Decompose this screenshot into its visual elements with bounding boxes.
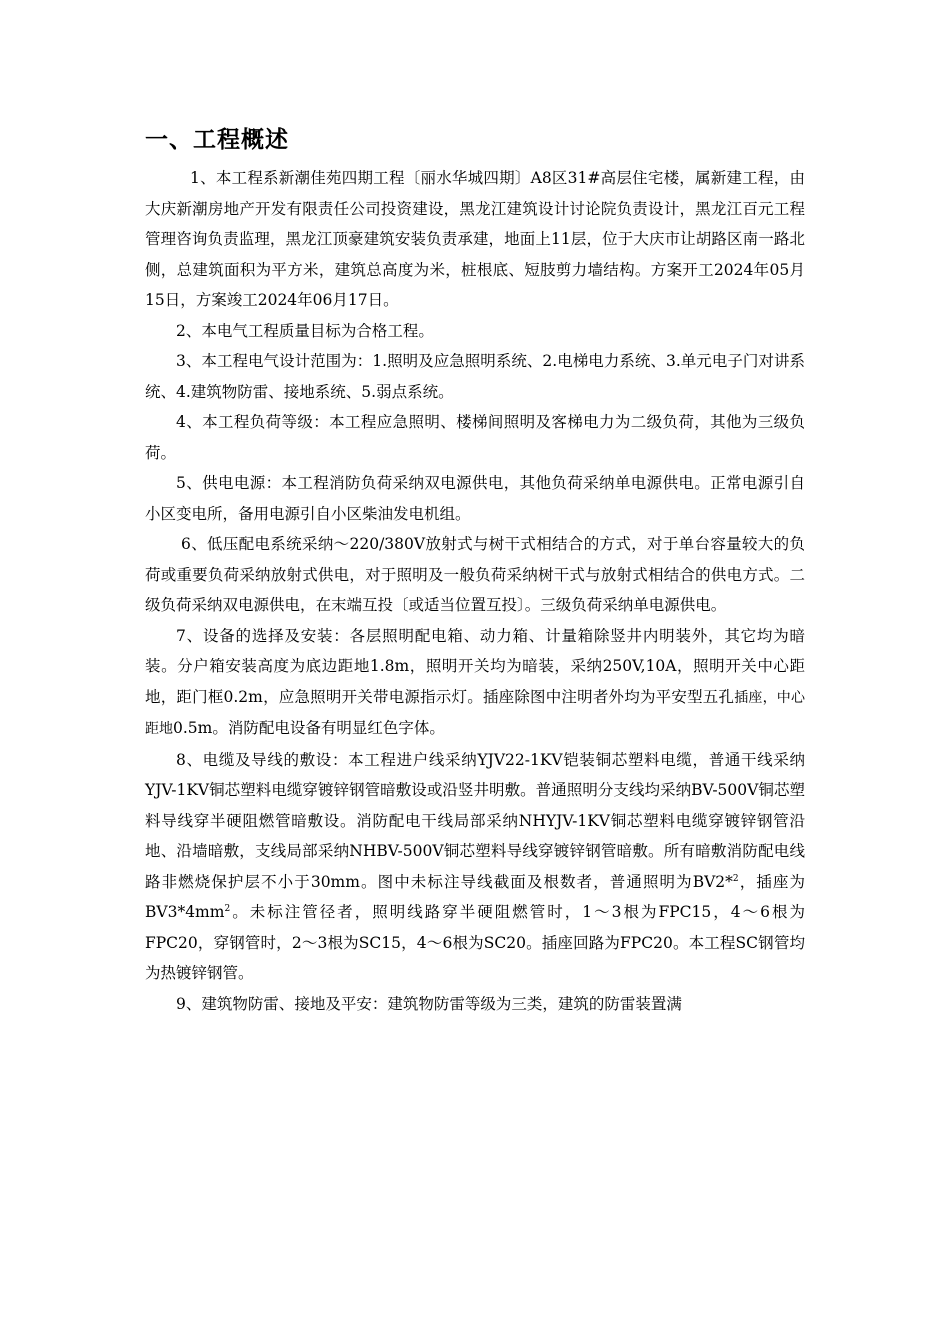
paragraph-design-scope: 3、本工程电气设计范围为：1.照明及应急照明系统、2.电梯电力系统、3.单元电子门对讲系统、4.建筑物防雷、接地系统、5.弱点系统。 bbox=[145, 352, 805, 401]
equipment-text-part-3: 0.5m。消防配电设备有明显红色字体。 bbox=[173, 719, 445, 737]
cable-text-part-3: 。未标注管径者，照明线路穿半硬阻燃管时，1～3根为FPC15，4～6根为FPC20，穿钢管时，2～3根为SC15，4～6根为SC20。插座回路为FPC20。本工程SC钢管均为热镀锌钢管。 bbox=[145, 903, 805, 982]
superscript-2: 2 bbox=[732, 873, 739, 884]
paragraph-cable-laying bbox=[145, 745, 805, 989]
section-heading: 一、工程概述 bbox=[145, 127, 289, 153]
cable-text-part-1: 8、电缆及导线的敷设：本工程进户线采纳YJV22-1KV铠装铜芯塑料电缆，普通干线采纳YJV-1KV铜芯塑料电缆穿镀锌钢管暗敷设或沿竖井明敷。普通照明分支线均采纳BV-500V铜芯塑料导线穿半硬阻燃管暗敷设。消防配电干线局部采纳NHYJV-1KV铜芯塑料电缆穿镀锌钢管沿地、沿墙暗敷，支线局部采纳NHBV-500V铜芯塑料导线穿镀锌钢管暗敷。所有暗敷消防配电线路非燃烧保护层不小于30mm。图中未标注导线截面及根数者，普通照明为BV2* bbox=[145, 750, 805, 891]
paragraph-quality-target: 2、本电气工程质量目标为合格工程。 bbox=[176, 321, 434, 340]
paragraph-load-level: 4、本工程负荷等级：本工程应急照明、楼梯间照明及客梯电力为二级负荷，其他为三级负荷。 bbox=[145, 413, 805, 462]
body-text bbox=[145, 163, 805, 1019]
paragraph-project-overview: 1、本工程系新潮佳苑四期工程〔丽水华城四期〕A8区31#高层住宅楼，属新建工程，由大庆新潮房地产开发有限责任公司投资建设，黑龙江建筑设计讨论院负责设计，黑龙江百元工程管理咨询负责监理，黑龙江顶豪建筑安装负责承建，地面上11层，位于大庆市让胡路区南一路北侧，总建筑面积为平方米，建筑总高度为米，桩根底、短肢剪力墙结构。方案开工2024年05月15日，方案竣工2024年06月17日。 bbox=[145, 169, 805, 309]
paragraph-power-supply: 5、供电电源：本工程消防负荷采纳双电源供电，其他负荷采纳单电源供电。正常电源引自小区变电所，备用电源引自小区柴油发电机组。 bbox=[145, 474, 805, 523]
cable-text-part-2: ，插座为BV3*4mm bbox=[145, 872, 805, 921]
superscript-2: 2 bbox=[224, 903, 231, 914]
paragraph-distribution-system: 6、低压配电系统采纳～220/380V放射式与树干式相结合的方式，对于单台容量较大的负荷或重要负荷采纳放射式供电，对于照明及一般负荷采纳树干式与放射式相结合的供电方式。二级负荷采纳双电源供电，在末端互投〔或适当位置互投〕。三级负荷采纳单电源供电。 bbox=[145, 535, 805, 614]
equipment-text-part-1: 7、设备的选择及安装：各层照明配电箱、动力箱、计量箱除竖井内明装外，其它均为暗装。分户箱安装高度为底边距地1.8m，照明开关均为暗装，采纳250V,10A，照明开关中心距地，距门框0.2m，应急照明开关带电源指示灯。插座除图中注明者外均为平安型五孔 bbox=[145, 626, 805, 706]
equipment-text-part-2: 插座，中心距地 bbox=[145, 689, 806, 737]
paragraph-equipment-installation bbox=[145, 621, 805, 745]
paragraph-lightning-protection: 9、建筑物防雷、接地及平安：建筑物防雷等级为三类，建筑的防雷装置满 bbox=[176, 994, 682, 1013]
